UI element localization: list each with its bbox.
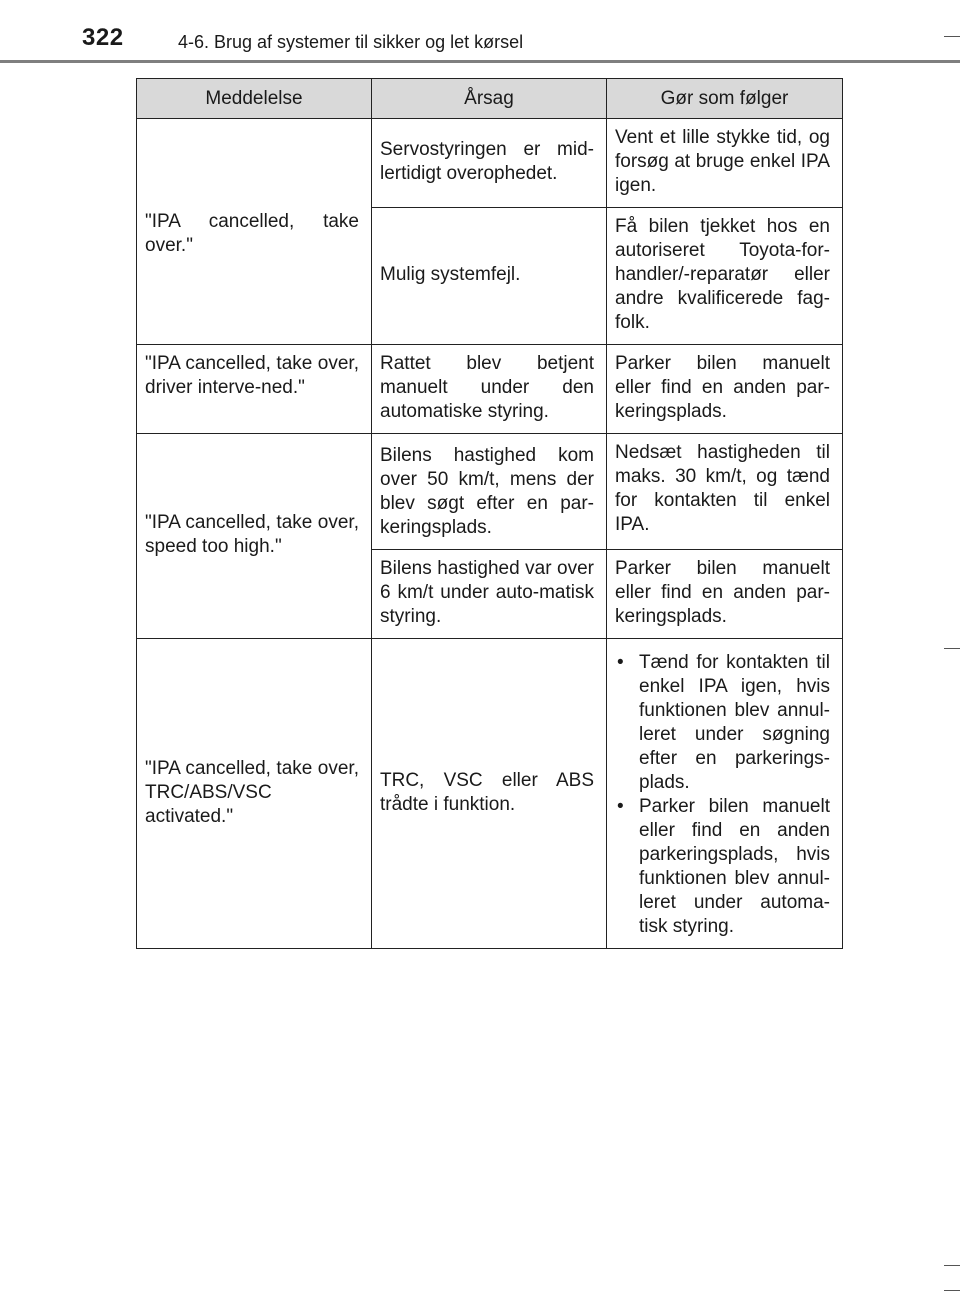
cause-text: Mulig systemfejl.: [380, 264, 521, 285]
action-text: Få bilen tjekket hos en autoriseret Toyota-for-handler/-reparatør eller andre kvalificerede fag-folk.: [615, 216, 830, 333]
cause-text: Servostyringen er mid-lertidigt overophedet.: [380, 139, 594, 184]
table-header-row: [137, 79, 843, 119]
action-cell: [607, 345, 843, 434]
cause-text: Bilens hastighed kom over 50 km/t, mens der blev søgt efter en par-keringsplads.: [380, 445, 594, 538]
action-text: Vent et lille stykke tid, og forsøg at bruge enkel IPA igen.: [615, 127, 830, 196]
table-row: [137, 434, 843, 550]
cause-cell: [372, 639, 607, 949]
cause-cell: [372, 434, 607, 550]
column-header-message: Meddelelse: [137, 79, 372, 119]
action-text: Parker bilen manuelt eller find en anden par-keringsplads.: [615, 353, 830, 422]
crop-mark-bottom-1: [944, 1265, 960, 1266]
cause-cell: [372, 208, 607, 345]
page-number: 322: [82, 24, 124, 51]
action-cell: [607, 208, 843, 345]
message-cell: [137, 639, 372, 949]
column-header-action: Gør som følger: [607, 79, 843, 119]
action-cell: [607, 434, 843, 550]
cause-text: Rattet blev betjent manuelt under den automatiske styring.: [380, 353, 594, 422]
cause-cell: [372, 550, 607, 639]
list-item: [615, 651, 830, 795]
cause-text: TRC, VSC eller ABS trådte i funktion.: [380, 769, 594, 815]
list-item: [615, 795, 830, 939]
cause-cell: [372, 119, 607, 208]
header-rule: [0, 60, 960, 63]
message-cell: [137, 434, 372, 639]
section-title: 4-6. Brug af systemer til sikker og let kørsel: [178, 32, 524, 52]
action-cell: [607, 639, 843, 949]
action-bullet-list: [615, 651, 830, 939]
message-cell: [137, 119, 372, 345]
action-text: Parker bilen manuelt eller find en anden parkeringsplads, hvis funktionen blev annul-leret under automa-tisk styring.: [639, 796, 830, 937]
message-text: "IPA cancelled, take over, TRC/ABS/VSC activated.": [145, 757, 359, 827]
table-row: [137, 119, 843, 208]
message-cell: [137, 345, 372, 434]
crop-mark-middle: [944, 648, 960, 649]
message-text: "IPA cancelled, take over.": [145, 211, 359, 256]
action-cell: [607, 550, 843, 639]
message-text: "IPA cancelled, take over, driver interve-ned.": [145, 353, 359, 398]
crop-mark-top: [944, 36, 960, 37]
action-text: Parker bilen manuelt eller find en anden par-keringsplads.: [615, 558, 830, 627]
bullet-icon: •: [617, 796, 624, 817]
action-text: Nedsæt hastigheden til maks. 30 km/t, og tænd for kontakten til enkel IPA.: [615, 442, 830, 535]
action-cell: [607, 119, 843, 208]
table-row: [137, 345, 843, 434]
crop-mark-bottom-2: [944, 1290, 960, 1291]
cause-cell: [372, 345, 607, 434]
message-table: [136, 78, 843, 949]
message-text: "IPA cancelled, take over, speed too high.": [145, 512, 359, 557]
bullet-icon: •: [617, 652, 624, 673]
table-row: [137, 639, 843, 949]
column-header-cause: Årsag: [372, 79, 607, 119]
cause-text: Bilens hastighed var over 6 km/t under auto-matisk styring.: [380, 558, 594, 627]
action-text: Tænd for kontakten til enkel IPA igen, hvis funktionen blev annul-leret under søgning efter en parkerings-plads.: [639, 652, 830, 793]
